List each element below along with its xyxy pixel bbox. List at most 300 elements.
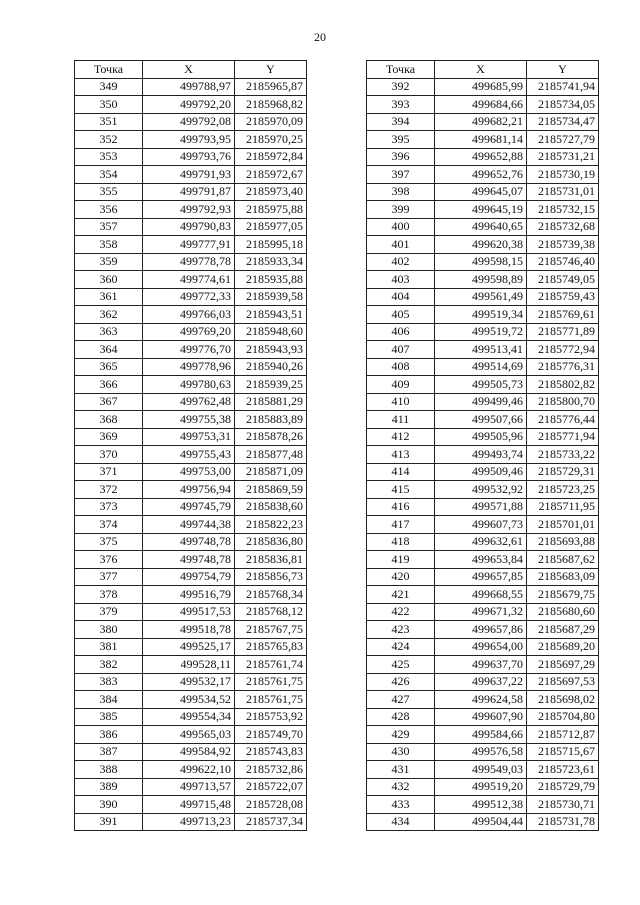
y-cell: 2185746,40 [527,253,599,271]
x-cell: 499685,99 [435,78,527,96]
x-cell: 499792,20 [143,96,235,114]
table-row [367,481,599,499]
table-row [367,288,599,306]
x-cell: 499715,48 [143,796,235,814]
x-cell: 499584,66 [435,726,527,744]
x-cell: 499657,85 [435,568,527,586]
y-cell: 2185728,08 [235,796,307,814]
y-cell: 2185761,75 [235,673,307,691]
y-cell: 2185878,26 [235,428,307,446]
table-row [367,673,599,691]
y-cell: 2185722,07 [235,778,307,796]
header-y: Y [527,61,599,79]
point-cell: 396 [367,148,435,166]
x-cell: 499534,52 [143,691,235,709]
point-cell: 357 [75,218,143,236]
point-cell: 352 [75,131,143,149]
table-row [75,411,307,429]
x-cell: 499624,58 [435,691,527,709]
point-cell: 381 [75,638,143,656]
table-row [75,568,307,586]
x-cell: 499756,94 [143,481,235,499]
x-cell: 499518,78 [143,621,235,639]
table-row [75,253,307,271]
y-cell: 2185943,51 [235,306,307,324]
table-row [367,638,599,656]
y-cell: 2185836,80 [235,533,307,551]
x-cell: 499793,95 [143,131,235,149]
x-cell: 499622,10 [143,761,235,779]
point-cell: 402 [367,253,435,271]
x-cell: 499754,79 [143,568,235,586]
x-cell: 499499,46 [435,393,527,411]
table-row [367,253,599,271]
table-row [75,236,307,254]
point-cell: 397 [367,166,435,184]
y-cell: 2185970,09 [235,113,307,131]
x-cell: 499532,17 [143,673,235,691]
table-row [367,743,599,761]
y-cell: 2185723,61 [527,761,599,779]
table-row [367,463,599,481]
y-cell: 2185731,78 [527,813,599,831]
x-cell: 499584,92 [143,743,235,761]
point-cell: 390 [75,796,143,814]
x-cell: 499493,74 [435,446,527,464]
y-cell: 2185732,86 [235,761,307,779]
x-cell: 499791,93 [143,166,235,184]
point-cell: 363 [75,323,143,341]
y-cell: 2185769,61 [527,306,599,324]
y-cell: 2185741,94 [527,78,599,96]
header-x: X [435,61,527,79]
header-y: Y [235,61,307,79]
x-cell: 499519,72 [435,323,527,341]
point-cell: 425 [367,656,435,674]
table-row [367,796,599,814]
point-cell: 351 [75,113,143,131]
x-cell: 499652,76 [435,166,527,184]
y-cell: 2185731,01 [527,183,599,201]
table-row [367,183,599,201]
point-cell: 382 [75,656,143,674]
y-cell: 2185732,15 [527,201,599,219]
point-cell: 401 [367,236,435,254]
x-cell: 499780,63 [143,376,235,394]
point-cell: 376 [75,551,143,569]
y-cell: 2185767,75 [235,621,307,639]
table-row [367,498,599,516]
table-row [75,481,307,499]
point-cell: 431 [367,761,435,779]
point-cell: 350 [75,96,143,114]
coordinates-table-left [74,60,307,831]
x-cell: 499607,90 [435,708,527,726]
point-cell: 416 [367,498,435,516]
x-cell: 499565,03 [143,726,235,744]
table-row [75,183,307,201]
table-row [367,726,599,744]
y-cell: 2185689,20 [527,638,599,656]
x-cell: 499514,69 [435,358,527,376]
y-cell: 2185768,12 [235,603,307,621]
y-cell: 2185965,87 [235,78,307,96]
table-row [367,586,599,604]
table-row [75,446,307,464]
table-row [367,113,599,131]
y-cell: 2185776,31 [527,358,599,376]
y-cell: 2185771,94 [527,428,599,446]
x-cell: 499528,11 [143,656,235,674]
point-cell: 374 [75,516,143,534]
point-cell: 389 [75,778,143,796]
header-x: X [143,61,235,79]
x-cell: 499519,34 [435,306,527,324]
point-cell: 419 [367,551,435,569]
table-row [75,498,307,516]
y-cell: 2185753,92 [235,708,307,726]
table-row [367,656,599,674]
point-cell: 349 [75,78,143,96]
table-row [75,761,307,779]
table-row [367,96,599,114]
x-cell: 499788,97 [143,78,235,96]
point-cell: 372 [75,481,143,499]
y-cell: 2185715,67 [527,743,599,761]
x-cell: 499744,38 [143,516,235,534]
y-cell: 2185737,34 [235,813,307,831]
table-row [75,778,307,796]
table-row [367,533,599,551]
point-cell: 364 [75,341,143,359]
x-cell: 499792,08 [143,113,235,131]
y-cell: 2185693,88 [527,533,599,551]
y-cell: 2185802,82 [527,376,599,394]
y-cell: 2185940,26 [235,358,307,376]
x-cell: 499684,66 [435,96,527,114]
point-cell: 366 [75,376,143,394]
table-row [75,796,307,814]
table-row [75,551,307,569]
y-cell: 2185734,47 [527,113,599,131]
y-cell: 2185683,09 [527,568,599,586]
table-row [75,271,307,289]
y-cell: 2185712,87 [527,726,599,744]
point-cell: 392 [367,78,435,96]
y-cell: 2185838,60 [235,498,307,516]
table-row [75,516,307,534]
table-row [367,708,599,726]
y-cell: 2185761,74 [235,656,307,674]
y-cell: 2185730,71 [527,796,599,814]
point-cell: 359 [75,253,143,271]
x-cell: 499505,96 [435,428,527,446]
table-row [75,166,307,184]
point-cell: 353 [75,148,143,166]
y-cell: 2185730,19 [527,166,599,184]
table-row [367,341,599,359]
x-cell: 499753,31 [143,428,235,446]
y-cell: 2185939,25 [235,376,307,394]
table-row [75,673,307,691]
point-cell: 421 [367,586,435,604]
x-cell: 499525,17 [143,638,235,656]
x-cell: 499554,34 [143,708,235,726]
point-cell: 373 [75,498,143,516]
y-cell: 2185972,84 [235,148,307,166]
x-cell: 499561,49 [435,288,527,306]
table-row [367,218,599,236]
table-row [75,323,307,341]
coordinates-table-right [366,60,599,831]
x-cell: 499657,86 [435,621,527,639]
point-cell: 427 [367,691,435,709]
x-cell: 499549,03 [435,761,527,779]
y-cell: 2185698,02 [527,691,599,709]
x-cell: 499668,55 [435,586,527,604]
table-row [367,446,599,464]
table-row [75,533,307,551]
y-cell: 2185995,18 [235,236,307,254]
point-cell: 360 [75,271,143,289]
table-row [367,428,599,446]
y-cell: 2185761,75 [235,691,307,709]
table-row [367,568,599,586]
table-row [367,813,599,831]
point-cell: 404 [367,288,435,306]
y-cell: 2185977,05 [235,218,307,236]
x-cell: 499598,15 [435,253,527,271]
x-cell: 499762,48 [143,393,235,411]
table-row [367,393,599,411]
x-cell: 499790,83 [143,218,235,236]
x-cell: 499792,93 [143,201,235,219]
table-row [75,586,307,604]
y-cell: 2185869,59 [235,481,307,499]
x-cell: 499774,61 [143,271,235,289]
y-cell: 2185975,88 [235,201,307,219]
y-cell: 2185739,38 [527,236,599,254]
y-cell: 2185733,22 [527,446,599,464]
table-row [75,743,307,761]
header-point: Точка [75,61,143,79]
y-cell: 2185772,94 [527,341,599,359]
x-cell: 499748,78 [143,551,235,569]
x-cell: 499571,88 [435,498,527,516]
x-cell: 499645,19 [435,201,527,219]
y-cell: 2185877,48 [235,446,307,464]
point-cell: 380 [75,621,143,639]
x-cell: 499713,23 [143,813,235,831]
y-cell: 2185871,09 [235,463,307,481]
x-cell: 499681,14 [435,131,527,149]
table-row [367,78,599,96]
x-cell: 499607,73 [435,516,527,534]
table-row [367,691,599,709]
table-row [75,393,307,411]
point-cell: 410 [367,393,435,411]
x-cell: 499598,89 [435,271,527,289]
x-cell: 499682,21 [435,113,527,131]
point-cell: 407 [367,341,435,359]
table-row [75,656,307,674]
point-cell: 375 [75,533,143,551]
table-row [75,113,307,131]
table-row [367,201,599,219]
y-cell: 2185711,95 [527,498,599,516]
point-cell: 400 [367,218,435,236]
y-cell: 2185734,05 [527,96,599,114]
x-cell: 499640,65 [435,218,527,236]
table-row [75,96,307,114]
y-cell: 2185883,89 [235,411,307,429]
point-cell: 406 [367,323,435,341]
table-row [367,236,599,254]
point-cell: 428 [367,708,435,726]
table-header-row [75,61,307,79]
point-cell: 405 [367,306,435,324]
y-cell: 2185743,83 [235,743,307,761]
point-cell: 384 [75,691,143,709]
table-row [367,516,599,534]
point-cell: 412 [367,428,435,446]
table-row [75,603,307,621]
x-cell: 499652,88 [435,148,527,166]
x-cell: 499513,41 [435,341,527,359]
point-cell: 424 [367,638,435,656]
point-cell: 393 [367,96,435,114]
table-row [75,691,307,709]
y-cell: 2185701,01 [527,516,599,534]
table-row [75,306,307,324]
point-cell: 420 [367,568,435,586]
x-cell: 499772,33 [143,288,235,306]
table-row [75,726,307,744]
y-cell: 2185881,29 [235,393,307,411]
y-cell: 2185727,79 [527,131,599,149]
table-row [75,708,307,726]
x-cell: 499778,96 [143,358,235,376]
point-cell: 387 [75,743,143,761]
point-cell: 361 [75,288,143,306]
table-row [367,621,599,639]
point-cell: 403 [367,271,435,289]
x-cell: 499532,92 [435,481,527,499]
table-row [367,306,599,324]
x-cell: 499507,66 [435,411,527,429]
x-cell: 499653,84 [435,551,527,569]
x-cell: 499637,70 [435,656,527,674]
point-cell: 377 [75,568,143,586]
table-row [367,551,599,569]
x-cell: 499517,53 [143,603,235,621]
y-cell: 2185856,73 [235,568,307,586]
point-cell: 388 [75,761,143,779]
point-cell: 370 [75,446,143,464]
point-cell: 413 [367,446,435,464]
table-row [367,603,599,621]
y-cell: 2185731,21 [527,148,599,166]
y-cell: 2185729,79 [527,778,599,796]
point-cell: 423 [367,621,435,639]
point-cell: 429 [367,726,435,744]
y-cell: 2185933,34 [235,253,307,271]
table-row [367,411,599,429]
point-cell: 399 [367,201,435,219]
y-cell: 2185943,93 [235,341,307,359]
x-cell: 499748,78 [143,533,235,551]
point-cell: 417 [367,516,435,534]
table-header-row [367,61,599,79]
y-cell: 2185768,34 [235,586,307,604]
point-cell: 432 [367,778,435,796]
table-row [367,778,599,796]
table-row [75,463,307,481]
point-cell: 422 [367,603,435,621]
point-cell: 391 [75,813,143,831]
point-cell: 365 [75,358,143,376]
y-cell: 2185749,05 [527,271,599,289]
point-cell: 383 [75,673,143,691]
y-cell: 2185973,40 [235,183,307,201]
x-cell: 499505,73 [435,376,527,394]
y-cell: 2185771,89 [527,323,599,341]
y-cell: 2185732,68 [527,218,599,236]
x-cell: 499778,78 [143,253,235,271]
y-cell: 2185697,29 [527,656,599,674]
y-cell: 2185765,83 [235,638,307,656]
point-cell: 379 [75,603,143,621]
y-cell: 2185972,67 [235,166,307,184]
y-cell: 2185800,70 [527,393,599,411]
x-cell: 499745,79 [143,498,235,516]
x-cell: 499766,03 [143,306,235,324]
point-cell: 398 [367,183,435,201]
table-row [367,131,599,149]
point-cell: 434 [367,813,435,831]
point-cell: 414 [367,463,435,481]
point-cell: 395 [367,131,435,149]
x-cell: 499504,44 [435,813,527,831]
x-cell: 499519,20 [435,778,527,796]
point-cell: 386 [75,726,143,744]
table-row [367,166,599,184]
table-row [367,761,599,779]
y-cell: 2185948,60 [235,323,307,341]
table-row [75,341,307,359]
point-cell: 362 [75,306,143,324]
table-row [75,428,307,446]
y-cell: 2185679,75 [527,586,599,604]
point-cell: 394 [367,113,435,131]
table-row [75,621,307,639]
y-cell: 2185939,58 [235,288,307,306]
x-cell: 499637,22 [435,673,527,691]
table-row [367,323,599,341]
x-cell: 499777,91 [143,236,235,254]
x-cell: 499671,32 [435,603,527,621]
x-cell: 499576,58 [435,743,527,761]
point-cell: 411 [367,411,435,429]
table-row [367,358,599,376]
x-cell: 499755,38 [143,411,235,429]
y-cell: 2185935,88 [235,271,307,289]
point-cell: 378 [75,586,143,604]
y-cell: 2185968,82 [235,96,307,114]
x-cell: 499769,20 [143,323,235,341]
x-cell: 499509,46 [435,463,527,481]
point-cell: 369 [75,428,143,446]
